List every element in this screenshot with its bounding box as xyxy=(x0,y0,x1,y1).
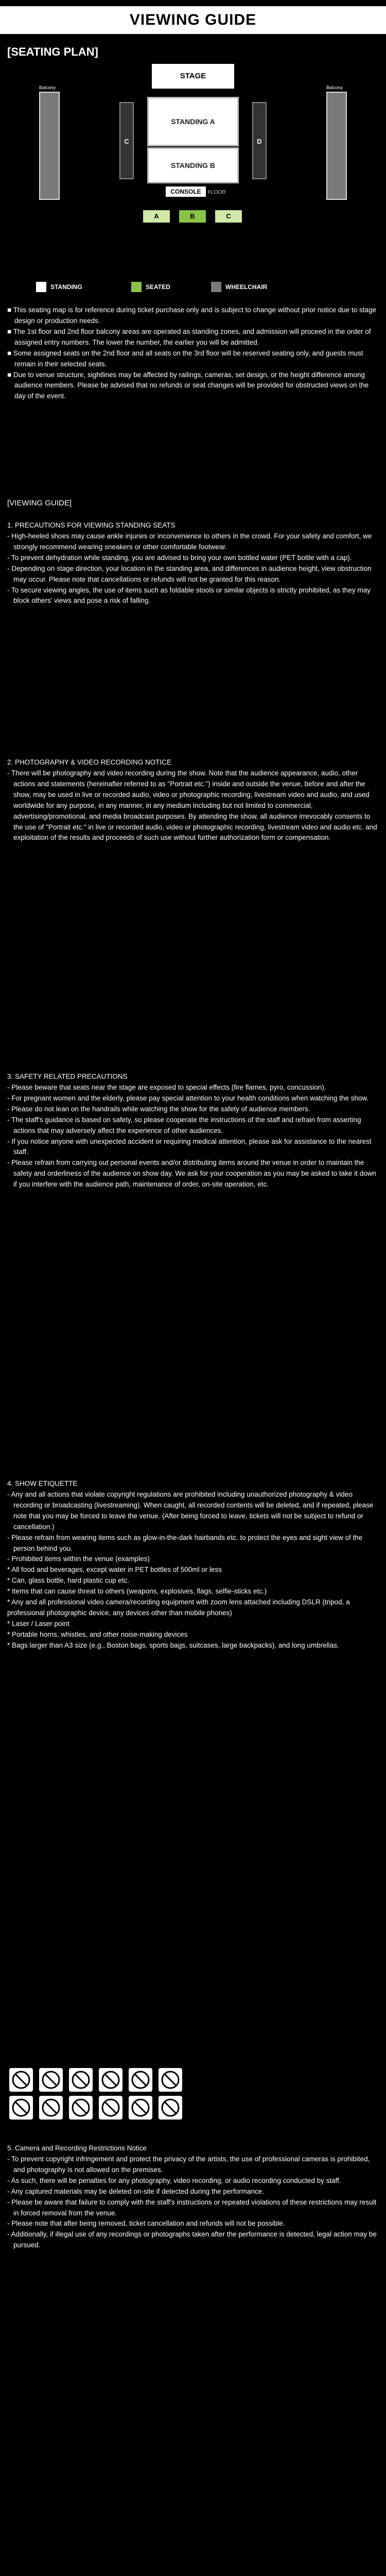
prohibited-item: * Bags larger than A3 size (e.g., Boston bags, sports bags, suitcases, large backpacks), and long umbrellas. xyxy=(7,1641,339,1649)
seating-plan xyxy=(34,61,352,236)
standing-b: STANDING B xyxy=(147,147,239,183)
plan-note: ■ The 1st floor and 2nd floor balcony areas are operated as standing zones, and admission will proceed in the order of assigned entry numbers. The lower the number, the earlier you will be admitted. xyxy=(7,327,371,346)
standing-a: STANDING A xyxy=(147,97,239,146)
list-item: - Please beware that seats near the stage are exposed to special effects (fire flames, pyro, concussion). xyxy=(7,1083,326,1091)
list-item: - Please refrain from wearing items such as glow-in-the-dark hairbands etc. to protect the eyes and sight view of the person behind you. xyxy=(7,1533,363,1552)
no-horn-icon xyxy=(69,2096,93,2120)
stage: STAGE xyxy=(152,64,234,89)
section-title: 4. SHOW ETIQUETTE xyxy=(7,1480,78,1487)
plan-note: ■ Due to venue structure, sightlines may be affected by railings, cameras, set design, or the height difference among audience members. Please be advised that no refunds or seat changes will be provided for obstructed views on the day of the event. xyxy=(7,370,369,400)
prohibited-item: * Portable horns, whistles, and other noise-making devices xyxy=(7,1630,188,1638)
balcony-right xyxy=(326,92,347,200)
legend-standing: STANDING xyxy=(50,283,82,291)
section-etiquette xyxy=(7,1479,379,1651)
balcony-right-label: Balcony xyxy=(326,85,343,90)
list-item: - Depending on stage direction, your location in the standing area, and differences in audience height, view obstruction may occur. Please note that cancellations or refunds will not be granted for this reason. xyxy=(7,564,372,583)
prohibited-item: * All food and beverages, except water in PET bottles of 500ml or less xyxy=(7,1566,222,1574)
list-item: - There will be photography and video recording during the show. Note that the audience appearance, audio, other actions and statements (hereinafter referred to as "Portrait etc.") inside and outside the venue, before and after the show, may be used in live or recorded audio, video or photographic recording, livestream video and audio, and used worldwide for any purpose, in any manner, in any medium including but not limited to commercial, advertising/promotional, and media broadcast purposes. By attending the show, all audience irrevocably consents to the use of "Portrait etc." in live or recorded audio, video or photographic recording, livestream video and audio etc. and exploitation of the results and proceeds of such use without further authorization form or compensation. xyxy=(7,769,377,842)
list-item: - Any captured materials may be deleted on-site if detected during the performance. xyxy=(7,2187,265,2195)
legend-standing-swatch xyxy=(36,282,46,292)
no-camera-icon xyxy=(159,2068,182,2092)
section-photography xyxy=(7,757,379,843)
prohibited-item: * Can, glass bottle, hard plastic cup etc. xyxy=(7,1577,130,1585)
side-block-d: D xyxy=(252,102,267,179)
no-tripod-icon xyxy=(9,2096,33,2120)
floor-label: FLOOR xyxy=(208,190,226,195)
list-item: - To prevent copyright infringement and protect the privacy of the artists, the use of professional cameras is prohibited, and photography is not allowed on the premises. xyxy=(7,2155,370,2174)
side-block-c: C xyxy=(119,102,134,179)
list-item: - If you notice anyone with unexpected accident or requiring medical attention, please ask for assistance to the nearest staff. xyxy=(7,1137,372,1156)
prohibited-item: * Items that can cause threat to others (weapons, explosives, flags, selfie-sticks etc.) xyxy=(7,1587,267,1596)
no-lightstick-icon xyxy=(99,2068,122,2092)
no-drinks-icon xyxy=(39,2096,63,2120)
list-item: - Additionally, if illegal use of any recordings or photographs taken after the performance is detected, legal action may be pursued. xyxy=(7,2230,377,2249)
section-safety xyxy=(7,1072,379,1190)
seat-row-c: C xyxy=(215,210,242,223)
list-item: - To secure viewing angles, the use of items such as foldable stools or similar objects is strictly prohibited, as they may block others' views and pose a risk of falling. xyxy=(7,586,371,605)
list-item: - For pregnant women and the elderly, please pay special attention to your health conditions when watching the show. xyxy=(7,1094,369,1102)
balcony-left xyxy=(39,92,60,200)
no-selfie-stick-icon xyxy=(129,2068,152,2092)
section-standing xyxy=(7,520,379,606)
list-item: - Please refrain from carrying out personal events and/or distributing items around the venue in order to maintain the safety and orderliness of the audience on show day. We ask for your cooperation as you may be asked to take it down if you interfere with the audience path, maintenance of order, on-site operation, etc. xyxy=(7,1159,376,1189)
seating-plan-title: [SEATING PLAN] xyxy=(7,45,98,58)
list-item: - Please do not lean on the handrails while watching the show for the safety of audience members. xyxy=(7,1105,310,1113)
plan-note: ■ This seating map is for reference during ticket purchase only and is subject to change without prior notice due to stage design or production needs. xyxy=(7,306,377,325)
list-item: - Any and all actions that violate copyright regulations are prohibited including unauthorized photography & video recording or broadcasting (livestreaming). When caught, all recorded contents will be deleted, and if repeated, please note that you may be forced to leave the venue. (After being forced to leave, tickets will not be subject to refund or cancellation.) xyxy=(7,1490,374,1531)
legend-seated-swatch xyxy=(131,282,142,292)
guide-subtitle: [VIEWING GUIDE] xyxy=(7,499,72,507)
legend-wheelchair: WHEELCHAIR xyxy=(225,283,268,291)
list-item: - Prohibited items within the venue (examples) xyxy=(7,1555,150,1563)
no-umbrella-icon xyxy=(129,2096,152,2120)
balcony-left-label: Balcony xyxy=(39,85,56,90)
seat-row-b: B xyxy=(179,210,206,223)
plan-notes xyxy=(7,305,379,402)
list-item: - Please be aware that failure to comply with the staff's instructions or repeated violations of these restrictions may result in forced removal from the venue. xyxy=(7,2198,377,2217)
no-flag-icon xyxy=(159,2096,182,2120)
no-laser-icon xyxy=(9,2068,33,2092)
viewing-guide-banner: VIEWING GUIDE xyxy=(0,6,386,34)
list-item: - To prevent dehydration while standing, you are advised to bring your own bottled water (PET bottle with a cap). xyxy=(7,553,352,562)
prohibited-icon-grid xyxy=(7,2066,192,2123)
no-bottle-icon xyxy=(69,2068,93,2092)
console: CONSOLE xyxy=(166,187,206,197)
section-camera xyxy=(7,2143,379,2251)
list-item: - Please note that after being removed, ticket cancellation and refunds will not be possible. xyxy=(7,2219,285,2228)
list-item: - As such, there will be penalties for any photography, video recording, or audio recording conducted by staff. xyxy=(7,2176,341,2184)
prohibited-item: * Laser / Laser point xyxy=(7,1619,69,1628)
section-title: 2. PHOTOGRAPHY & VIDEO RECORDING NOTICE xyxy=(7,758,172,766)
section-title: 1. PRECAUTIONS FOR VIEWING STANDING SEATS xyxy=(7,521,176,529)
plan-note: ■ Some assigned seats on the 2nd floor and all seats on the 3rd floor will be reserved seating only, and guests must remain in their selected seats. xyxy=(7,349,363,368)
section-title: 5. Camera and Recording Restrictions Notice xyxy=(7,2144,147,2152)
prohibited-icons xyxy=(7,2066,192,2123)
seat-row-a: A xyxy=(143,210,170,223)
no-food-icon xyxy=(39,2068,63,2092)
prohibited-item: * Any and all professional video camera/recording equipment with zoom lens attached including DSLR (tripod, a professional photographic device, any devices other than mobile phones) xyxy=(7,1598,350,1617)
no-bag-icon xyxy=(99,2096,122,2120)
list-item: - The staff's guidance is based on safety, so please cooperate the instructions of the staff and refrain from asserting actions that may adversely affect the experience of other audiences. xyxy=(7,1115,361,1134)
legend-wheelchair-swatch xyxy=(211,282,221,292)
section-title: 3. SAFETY RELATED PRECAUTIONS xyxy=(7,1073,128,1080)
list-item: - High-heeled shoes may cause ankle injuries or inconvenience to others in the crowd. For your safety and comfort, we strongly recommend wearing sneakers or other comfortable footwear. xyxy=(7,532,372,551)
legend-seated: SEATED xyxy=(146,283,170,291)
